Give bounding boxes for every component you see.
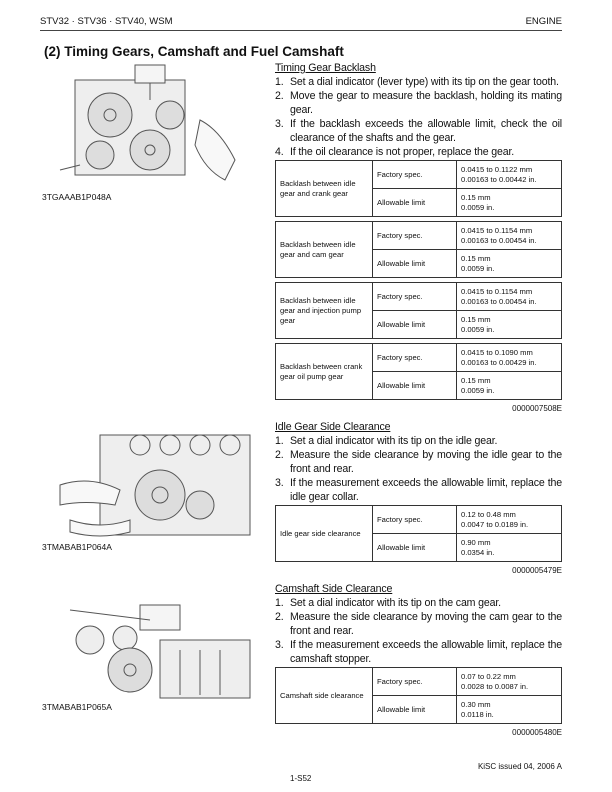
camshaft-side-clearance-figure (40, 590, 255, 700)
table-cell: Allowable limit (373, 189, 457, 217)
table-cell: Backlash between crank gear oil pump gear (276, 344, 373, 400)
header-divider (40, 30, 562, 31)
table-cell: Allowable limit (373, 372, 457, 400)
timing-gear-backlash-section (275, 61, 562, 414)
table-cell: Camshaft side clearance (276, 668, 373, 724)
table-cell: 0.15 mm 0.0059 in. (457, 311, 562, 339)
idle-gear-side-clearance-figure (40, 425, 255, 540)
table-cell: Allowable limit (373, 311, 457, 339)
table-cell: Factory spec. (373, 668, 457, 696)
figure-caption: 3TGAAAB1P048A (42, 192, 112, 202)
idle-gear-side-clearance-section (275, 420, 562, 576)
table-cell: Backlash between idle gear and crank gear (276, 161, 373, 217)
page-title: (2) Timing Gears, Camshaft and Fuel Camshaft (44, 44, 344, 59)
table-cell: 0.15 mm 0.0059 in. (457, 372, 562, 400)
step: 3. If the measurement exceeds the allowable limit, replace the idle gear collar. (275, 477, 562, 503)
issue-note: KiSC issued 04, 2006 A (477, 762, 562, 771)
table-cell: 0.90 mm 0.0354 in. (457, 534, 562, 562)
document-code: 0000007508E (512, 404, 562, 413)
step: 2. Measure the side clearance by moving the cam gear to the front and rear. (275, 611, 562, 637)
spec-table (275, 505, 562, 562)
section-heading: Camshaft Side Clearance (275, 583, 393, 595)
table-cell: Allowable limit (373, 696, 457, 724)
table-cell: Idle gear side clearance (276, 506, 373, 562)
spec-table (275, 667, 562, 724)
header-chapter: ENGINE (525, 16, 562, 27)
spec-table (275, 221, 562, 278)
spec-table (275, 343, 562, 400)
table-cell: Backlash between idle gear and injection pump gear (276, 283, 373, 339)
document-code: 0000005480E (512, 728, 562, 737)
page-number: 1-S52 (290, 774, 312, 783)
table-cell: Factory spec. (373, 222, 457, 250)
table-cell: 0.0415 to 0.1154 mm 0.00163 to 0.00454 in. (457, 283, 562, 311)
step: 1. Set a dial indicator (lever type) with its tip on the gear tooth. (275, 76, 559, 88)
table-cell: 0.07 to 0.22 mm 0.0028 to 0.0087 in. (457, 668, 562, 696)
figure-caption: 3TMABAB1P065A (42, 702, 112, 712)
table-cell: 0.12 to 0.48 mm 0.0047 to 0.0189 in. (457, 506, 562, 534)
table-cell: Factory spec. (373, 344, 457, 372)
section-heading: Timing Gear Backlash (275, 62, 376, 74)
section-heading: Idle Gear Side Clearance (275, 421, 391, 433)
table-cell: 0.15 mm 0.0059 in. (457, 189, 562, 217)
table-cell: Backlash between idle gear and cam gear (276, 222, 373, 278)
step: 2. Move the gear to measure the backlash, holding its mating gear. (275, 90, 562, 116)
table-cell: Allowable limit (373, 250, 457, 278)
table-cell: 0.0415 to 0.1122 mm 0.00163 to 0.00442 in. (457, 161, 562, 189)
table-cell: Factory spec. (373, 161, 457, 189)
spec-table (275, 160, 562, 217)
step: 1. Set a dial indicator with its tip on the cam gear. (275, 597, 501, 609)
table-cell: Factory spec. (373, 506, 457, 534)
step: 2. Measure the side clearance by moving the idle gear to the front and rear. (275, 449, 562, 475)
spec-table (275, 282, 562, 339)
table-cell: Allowable limit (373, 534, 457, 562)
step: 3. If the backlash exceeds the allowable limit, check the oil clearance of the shafts and the gear. (275, 118, 562, 144)
content-column (275, 61, 562, 744)
step: 4. If the oil clearance is not proper, replace the gear. (275, 146, 515, 158)
step: 1. Set a dial indicator with its tip on the idle gear. (275, 435, 498, 447)
header-model: STV32 · STV36 · STV40, WSM (40, 16, 173, 27)
table-cell: 0.15 mm 0.0059 in. (457, 250, 562, 278)
camshaft-side-clearance-section (275, 582, 562, 738)
table-cell: 0.0415 to 0.1154 mm 0.00163 to 0.00454 in. (457, 222, 562, 250)
figure-caption: 3TMABAB1P064A (42, 542, 112, 552)
timing-gear-backlash-figure (40, 60, 255, 190)
table-cell: 0.0415 to 0.1090 mm 0.00163 to 0.00429 in. (457, 344, 562, 372)
table-cell: 0.30 mm 0.0118 in. (457, 696, 562, 724)
step: 3. If the measurement exceeds the allowable limit, replace the camshaft stopper. (275, 639, 562, 665)
table-cell: Factory spec. (373, 283, 457, 311)
document-code: 0000005479E (512, 566, 562, 575)
